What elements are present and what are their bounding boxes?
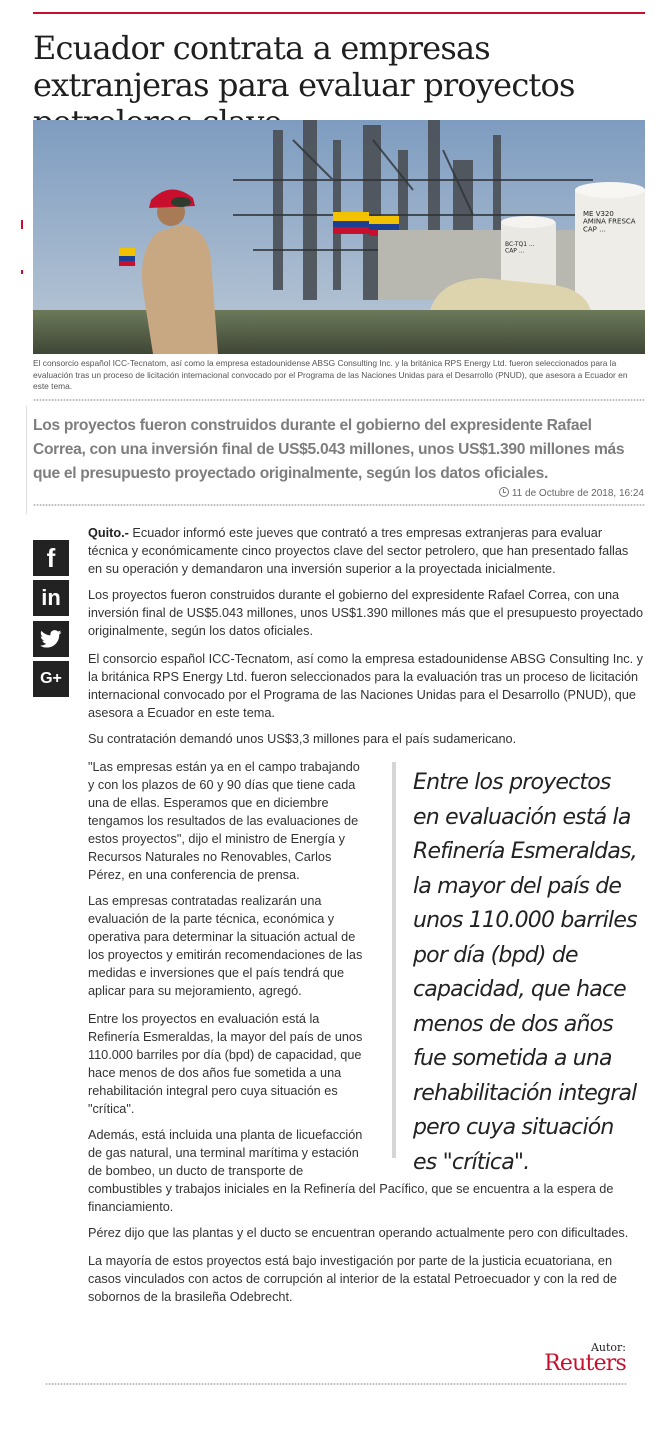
body-paragraph: Su contratación demandó unos US$3,3 millones para el país sudamericano. <box>88 732 517 746</box>
summary-divider <box>33 503 645 507</box>
clock-icon <box>499 487 509 497</box>
article-photo <box>33 120 645 354</box>
side-mark <box>21 220 23 229</box>
article-headline: Ecuador contrata a empresas extranjeras para evaluar proyectos <box>33 29 575 104</box>
dateline-city: Quito.- <box>88 526 129 540</box>
body-paragraph: Además, está incluida una planta de licuefacción de gas natural, una terminal marítima y estación de bombeo, un ducto de transporte de <box>88 1128 363 1178</box>
body-paragraph: "Las empresas están ya en el campo trabajando y con los plazos de 60 y 90 días que tiene cada una de ellas. Esperamos que en diciembre tengamos los resultados de las evaluaciones de estos proyectos", dijo el ministro de Energía y Recursos Naturales no Renovables, Carlos Pérez, en una conferencia de prensa. <box>88 760 360 882</box>
photo-caption: El consorcio español ICC-Tecnatom, así como la empresa estadounidense ABSG Consulting Inc. y la británica RPS Energy Ltd. fueron seleccionados para la evaluación tras un proceso de licitación internacional convocado por el Programa de las Naciones Unidas para el Desarrollo (PNUD), que asesora a Ecuador en este tema. <box>33 358 628 391</box>
footer-divider <box>45 1382 627 1386</box>
publish-date <box>499 487 644 499</box>
side-mark <box>21 270 23 274</box>
body-paragraph: Los proyectos fueron construidos durante el gobierno del expresidente Rafael Correa, con una inversión final de US$5.043 millones, unos US$1.390 millones más que el presupuesto proyectado originalmente, según los datos oficiales. <box>88 588 644 638</box>
author-name[interactable]: Reuters <box>544 1351 626 1376</box>
body-paragraph: Las empresas contratadas realizarán una evaluación de la parte técnica, económica y operativa para determinar la situación actual de los proyectos y emitirán recomendaciones de las medidas e inversiones que el país tendrá que aplicar para su mejoramiento, agregó. <box>88 894 363 998</box>
twitter-share-button[interactable] <box>33 621 69 657</box>
article-summary: Los proyectos fueron construidos durante el gobierno del expresidente Rafael Correa, con una inversión final de US$5.043 millones, unos US$1.390 millones más que el presupuesto proyectado originalmente, según los datos oficiales. <box>33 417 625 482</box>
body-paragraph-text: Ecuador informó este jueves que contrató a tres empresas extranjeras para evaluar técnica y económicamente cinco proyectos clave del sector petrolero, que han presentado fallas en su operación y demandaron una inversión superior a la proyectada inicialmente. <box>88 526 629 576</box>
body-paragraph: La mayoría de estos proyectos está bajo investigación por parte de la justicia ecuatoriana, en casos vinculados con actos de corrupción al interior de la estatal Petroecuador y con la red de sobornos de la brasileña Odebrecht. <box>88 1254 617 1304</box>
body-paragraph: El consorcio español ICC-Tecnatom, así como la empresa estadounidense ABSG Consulting Inc. y la británica RPS Energy Ltd. fueron seleccionados para la evaluación tras un proceso de licitación internacional convocado por el Programa de las Naciones Unidas para el Desarrollo (PNUD), que asesora a Ecuador en este tema. <box>88 652 644 720</box>
top-rule <box>33 12 645 14</box>
tank-label-left: BC-TQ1 ... CAP ... <box>505 241 535 255</box>
pullquote: Entre los proyectos en evaluación está la Refinería Esmeraldas, la mayor del país de unos 110.000 barriles por día (bpd) de capacidad, que hace menos de dos años fue sometida a una rehabilitación integral pero cuya situación es "crítica". <box>413 770 637 1175</box>
gplus-share-button[interactable] <box>33 661 69 697</box>
pullquote-bar <box>392 762 396 1158</box>
facebook-share-button[interactable] <box>33 540 69 576</box>
twitter-icon <box>40 630 62 648</box>
publish-date-text: 11 de Octubre de 2018, 16:24 <box>511 488 644 499</box>
linkedin-icon: in <box>41 585 61 610</box>
linkedin-share-button[interactable] <box>33 580 69 616</box>
caption-divider <box>33 398 645 402</box>
tank-label-right: ME V320 AMINA FRESCA CAP ... <box>583 210 636 234</box>
body-paragraph: combustibles y trabajos iniciales en la Refinería del Pacífico, que se encuentra a la espera de financiamiento. <box>88 1182 614 1214</box>
author-label: Autor: <box>590 1341 626 1354</box>
body-paragraph: Pérez dijo que las plantas y el ducto se encuentran operando actualmente pero con dificultades. <box>88 1226 629 1240</box>
body-paragraph: Entre los proyectos en evaluación está la Refinería Esmeraldas, la mayor del país de unos 110.000 barriles por día (bpd) de capacidad, que hace menos de dos años fue sometida a una rehabilitación integral pero cuya situación es "crítica". <box>88 1012 363 1116</box>
body-paragraph <box>88 524 644 578</box>
facebook-icon: f <box>46 542 56 573</box>
gplus-icon: G+ <box>40 670 62 687</box>
